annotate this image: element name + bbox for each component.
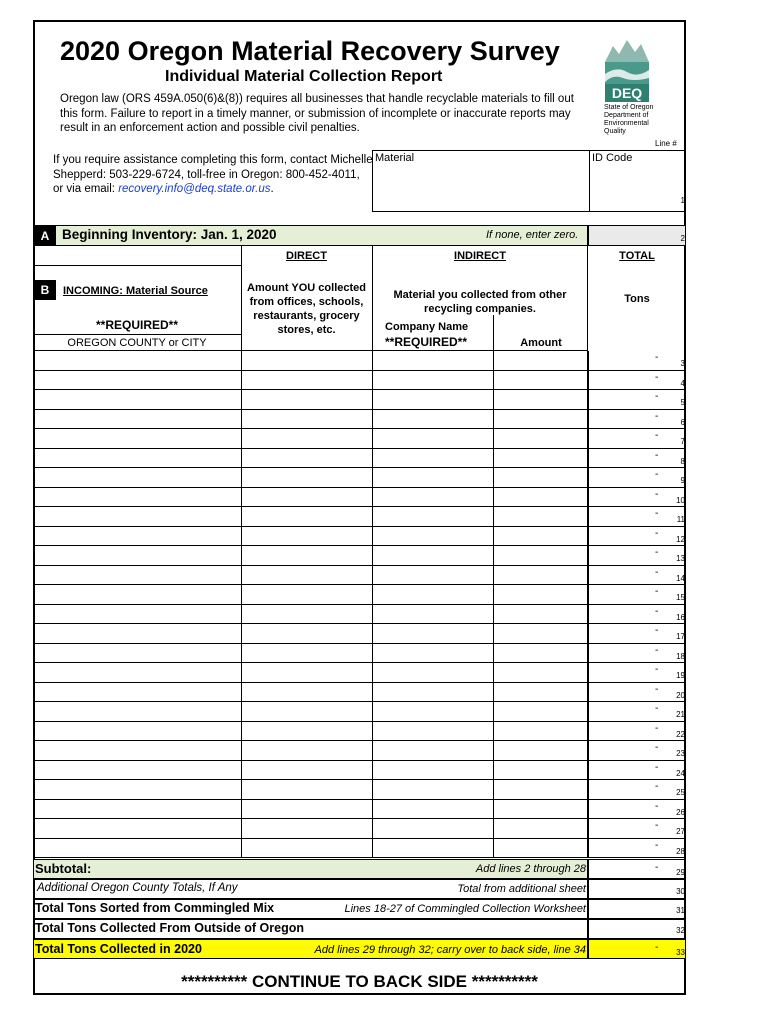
county-input[interactable] — [33, 507, 242, 526]
indirect-amount-input[interactable] — [493, 605, 588, 624]
line-number: 24 — [676, 768, 685, 778]
row-total-value: - — [655, 586, 659, 597]
direct-amount-input[interactable] — [241, 351, 373, 370]
row-total-value: - — [655, 527, 659, 539]
line-number: 16 — [676, 612, 685, 622]
row-total-cell — [588, 761, 686, 781]
direct-amount-input[interactable] — [241, 527, 373, 546]
direct-amount-input[interactable] — [241, 644, 373, 663]
line-number: 26 — [676, 807, 685, 817]
row-total-value: - — [655, 605, 659, 617]
company-name-input[interactable] — [372, 488, 494, 507]
indirect-amount-input[interactable] — [493, 585, 588, 604]
line-number: 33 — [676, 948, 685, 957]
direct-amount-input[interactable] — [241, 429, 373, 448]
indirect-amount-input[interactable] — [493, 702, 588, 721]
row-total-cell — [588, 585, 686, 605]
line-number: 20 — [676, 690, 685, 700]
county-input[interactable] — [33, 605, 242, 624]
direct-amount-input[interactable] — [241, 566, 373, 585]
indirect-header: INDIRECT — [454, 250, 506, 262]
indirect-amount-input[interactable] — [493, 351, 588, 370]
county-input[interactable] — [33, 819, 242, 838]
direct-description: Amount YOU collected from offices, schools, restaurants, grocery stores, etc. — [247, 282, 366, 336]
company-name-input[interactable] — [372, 507, 494, 526]
county-input[interactable] — [33, 644, 242, 663]
table-row — [33, 683, 588, 703]
company-required-label: **REQUIRED** — [385, 335, 468, 349]
company-name-input[interactable] — [372, 839, 494, 858]
row-total-value: - — [655, 547, 659, 558]
indirect-amount-input[interactable] — [493, 429, 588, 448]
line-number: 7 — [680, 437, 685, 446]
indirect-amount-input[interactable] — [493, 449, 588, 468]
outside-oregon-input[interactable] — [588, 919, 686, 939]
beginning-inventory-note: If none, enter zero. — [486, 229, 579, 241]
company-name-input[interactable] — [372, 410, 494, 429]
total-collected-value: - — [655, 942, 659, 953]
table-row — [33, 410, 588, 430]
additional-totals-input[interactable] — [588, 879, 686, 899]
section-b-badge: B — [34, 280, 56, 300]
page-subtitle: Individual Material Collection Report — [165, 68, 443, 85]
table-row — [33, 351, 588, 371]
total-header: TOTAL — [619, 250, 655, 262]
indirect-amount-input[interactable] — [493, 780, 588, 799]
direct-amount-input[interactable] — [241, 488, 373, 507]
line-number: 9 — [680, 476, 685, 485]
total-collected-note: Add lines 29 through 32; carry over to back side, line 34 — [314, 944, 586, 956]
row-total-value: - — [655, 488, 659, 500]
table-row — [33, 761, 588, 781]
indirect-amount-input[interactable] — [493, 761, 588, 780]
direct-amount-input[interactable] — [241, 839, 373, 858]
total-collected-label: Total Tons Collected in 2020 — [35, 942, 202, 956]
row-total-cell — [588, 410, 686, 430]
company-name-input[interactable] — [372, 683, 494, 702]
indirect-amount-input[interactable] — [493, 644, 588, 663]
county-input[interactable] — [33, 390, 242, 409]
table-row — [33, 819, 588, 839]
table-row — [33, 722, 588, 742]
company-name-input[interactable] — [372, 429, 494, 448]
company-name-input[interactable] — [372, 371, 494, 390]
table-row — [33, 800, 588, 820]
line-number: 23 — [676, 749, 685, 758]
company-name-input[interactable] — [372, 390, 494, 409]
row-total-cell — [588, 702, 686, 722]
line-number: 25 — [676, 788, 685, 797]
company-name-label: Company Name — [385, 321, 469, 333]
direct-amount-input[interactable] — [241, 702, 373, 721]
id-code-label: ID Code — [592, 152, 633, 164]
row-total-cell — [588, 683, 686, 703]
table-row — [33, 702, 588, 722]
continue-notice: ********** CONTINUE TO BACK SIDE ********** — [181, 972, 538, 991]
county-input[interactable] — [33, 702, 242, 721]
company-name-input[interactable] — [372, 702, 494, 721]
row-total-cell — [588, 566, 686, 586]
county-input[interactable] — [33, 410, 242, 429]
indirect-amount-input[interactable] — [493, 507, 588, 526]
company-name-input[interactable] — [372, 663, 494, 682]
indirect-amount-input[interactable] — [493, 800, 588, 819]
table-row — [33, 449, 588, 469]
table-row — [33, 390, 588, 410]
indirect-amount-input[interactable] — [493, 371, 588, 390]
page-title: 2020 Oregon Material Recovery Survey — [60, 36, 560, 66]
direct-amount-input[interactable] — [241, 722, 373, 741]
indirect-amount-input[interactable] — [493, 624, 588, 643]
line-number: 28 — [676, 846, 685, 856]
line-number: 15 — [676, 593, 685, 602]
indirect-amount-input[interactable] — [493, 527, 588, 546]
table-row — [33, 605, 588, 625]
direct-amount-input[interactable] — [241, 468, 373, 487]
direct-amount-input[interactable] — [241, 761, 373, 780]
county-input[interactable] — [33, 488, 242, 507]
county-column-header: OREGON COUNTY or CITY — [67, 337, 207, 349]
indirect-amount-input[interactable] — [493, 663, 588, 682]
company-name-input[interactable] — [372, 741, 494, 760]
logo-text: DEQ — [611, 85, 643, 101]
direct-amount-input[interactable] — [241, 410, 373, 429]
direct-amount-input[interactable] — [241, 371, 373, 390]
row-total-value: - — [655, 449, 659, 461]
line-number: 27 — [676, 827, 685, 836]
email-link[interactable]: recovery.info@deq.state.or.us — [118, 183, 271, 195]
row-total-value: - — [655, 820, 659, 831]
assistance-text: If you require assistance completing this form, contact Michelle Shepperd: 503-229-6724, toll-free in Oregon: 800-452-4011, or via email: recovery.info@deq.state.or.us. — [53, 154, 373, 195]
company-name-input[interactable] — [372, 351, 494, 370]
line-number: 19 — [676, 671, 685, 680]
subtotal-label: Subtotal: — [35, 861, 92, 876]
deq-logo-icon — [603, 32, 651, 102]
indirect-amount-input[interactable] — [493, 722, 588, 741]
row-total-value: - — [655, 430, 659, 441]
indirect-amount-input[interactable] — [493, 683, 588, 702]
subtotal-value: - — [655, 862, 659, 873]
row-total-value: - — [655, 664, 659, 675]
sorted-commingled-input[interactable] — [588, 899, 686, 919]
additional-totals-label: Additional Oregon County Totals, If Any — [37, 882, 238, 894]
id-code-field[interactable] — [589, 150, 686, 212]
agency-name: State of Oregon Department of Environmental Quality — [604, 104, 654, 135]
direct-amount-input[interactable] — [241, 624, 373, 643]
sorted-commingled-label: Total Tons Sorted from Commingled Mix — [35, 901, 275, 915]
row-total-cell — [588, 507, 686, 527]
table-row — [33, 371, 588, 391]
row-total-value: - — [655, 508, 659, 519]
total-collected-value-cell — [588, 939, 686, 959]
beginning-inventory-label: Beginning Inventory: Jan. 1, 2020 — [62, 227, 277, 242]
direct-amount-input[interactable] — [241, 449, 373, 468]
row-total-value: - — [655, 625, 659, 636]
county-input[interactable] — [33, 683, 242, 702]
county-required-label: **REQUIRED** — [95, 318, 179, 332]
table-row — [33, 468, 588, 488]
row-total-cell — [588, 624, 686, 644]
row-total-value: - — [655, 722, 659, 734]
row-total-cell — [588, 663, 686, 683]
table-row — [33, 624, 588, 644]
row-total-value: - — [655, 703, 659, 714]
deq-logo — [603, 32, 651, 107]
row-total-cell — [588, 819, 686, 839]
company-name-input[interactable] — [372, 449, 494, 468]
line-number: 18 — [676, 651, 685, 661]
row-total-cell — [588, 488, 686, 508]
row-total-value: - — [655, 566, 659, 578]
table-row — [33, 585, 588, 605]
line-number: 4 — [680, 378, 685, 388]
direct-amount-input[interactable] — [241, 819, 373, 838]
table-row — [33, 527, 588, 547]
subtotal-note: Add lines 2 through 28 — [475, 863, 586, 875]
county-input[interactable] — [33, 371, 242, 390]
company-name-input[interactable] — [372, 780, 494, 799]
amount-column-header: Amount — [520, 337, 562, 349]
county-input[interactable] — [33, 527, 242, 546]
row-total-value: - — [655, 371, 659, 383]
line-number: 29 — [676, 868, 685, 877]
row-total-cell — [588, 605, 686, 625]
line-number: 8 — [680, 456, 685, 466]
row-total-cell — [588, 839, 686, 859]
row-total-cell — [588, 527, 686, 547]
row-total-cell — [588, 800, 686, 820]
indirect-amount-input[interactable] — [493, 468, 588, 487]
law-notice: Oregon law (ORS 459A.050(6)&(8)) requires all businesses that handle recyclable materials to fill out this form. Failure to report in a timely manner, or submission of incomplete or inaccurate reports may result in an enforcement action and possible civil penalties. — [60, 93, 574, 134]
county-input[interactable] — [33, 449, 242, 468]
direct-amount-input[interactable] — [241, 390, 373, 409]
county-input[interactable] — [33, 800, 242, 819]
subtotal-value-cell — [588, 859, 686, 879]
line-number: 21 — [676, 710, 685, 719]
county-input[interactable] — [33, 780, 242, 799]
direct-amount-input[interactable] — [241, 683, 373, 702]
row-total-cell — [588, 449, 686, 469]
line-number: 31 — [676, 906, 685, 915]
company-name-input[interactable] — [372, 761, 494, 780]
table-row — [33, 663, 588, 683]
row-total-cell — [588, 468, 686, 488]
county-input[interactable] — [33, 663, 242, 682]
line-number: 10 — [676, 495, 685, 505]
row-total-value: - — [655, 742, 659, 753]
direct-amount-input[interactable] — [241, 546, 373, 565]
county-input[interactable] — [33, 351, 242, 370]
company-name-input[interactable] — [372, 546, 494, 565]
additional-totals-note: Total from additional sheet — [457, 883, 586, 895]
row-total-value: - — [655, 683, 659, 695]
county-input[interactable] — [33, 585, 242, 604]
row-total-cell — [588, 546, 686, 566]
row-total-cell — [588, 429, 686, 449]
line-number: 1 — [680, 196, 685, 205]
table-row — [33, 644, 588, 664]
line-number-header: Line # — [655, 139, 677, 148]
line-number: 6 — [680, 417, 685, 427]
indirect-amount-input[interactable] — [493, 839, 588, 858]
direct-amount-input[interactable] — [241, 800, 373, 819]
county-input[interactable] — [33, 566, 242, 585]
direct-header: DIRECT — [286, 250, 327, 262]
line-number: 32 — [676, 926, 685, 935]
table-row — [33, 507, 588, 527]
county-input[interactable] — [33, 741, 242, 760]
direct-amount-input[interactable] — [241, 780, 373, 799]
row-total-value: - — [655, 839, 659, 851]
row-total-value: - — [655, 800, 659, 812]
row-total-value: - — [655, 469, 659, 480]
county-input[interactable] — [33, 839, 242, 858]
row-total-cell — [588, 722, 686, 742]
row-total-cell — [588, 351, 686, 371]
row-total-cell — [588, 371, 686, 391]
line-number: 17 — [676, 632, 685, 641]
row-total-value: - — [655, 391, 659, 402]
row-total-value: - — [655, 352, 659, 363]
line-number: 3 — [680, 359, 685, 368]
line-number: 11 — [676, 515, 685, 524]
direct-amount-input[interactable] — [241, 741, 373, 760]
line-number: 14 — [676, 573, 685, 583]
company-name-input[interactable] — [372, 468, 494, 487]
table-row — [33, 780, 588, 800]
county-input[interactable] — [33, 429, 242, 448]
company-name-input[interactable] — [372, 800, 494, 819]
indirect-amount-input[interactable] — [493, 488, 588, 507]
county-input[interactable] — [33, 624, 242, 643]
company-name-input[interactable] — [372, 722, 494, 741]
tons-label: Tons — [624, 293, 650, 305]
table-row — [33, 839, 588, 859]
section-a-badge: A — [34, 226, 56, 246]
line-number: 5 — [680, 398, 685, 407]
line-number: 2 — [680, 234, 685, 243]
table-row — [33, 741, 588, 761]
indirect-amount-input[interactable] — [493, 410, 588, 429]
row-total-value: - — [655, 781, 659, 792]
county-input[interactable] — [33, 546, 242, 565]
line-number: 22 — [676, 729, 685, 739]
material-label: Material — [375, 152, 415, 164]
table-row — [33, 546, 588, 566]
beginning-inventory-input[interactable] — [588, 225, 686, 246]
table-row — [33, 429, 588, 449]
outside-oregon-label: Total Tons Collected From Outside of Oregon — [35, 921, 304, 935]
row-total-value: - — [655, 761, 659, 773]
company-name-input[interactable] — [372, 585, 494, 604]
indirect-amount-input[interactable] — [493, 566, 588, 585]
line-number: 12 — [676, 534, 685, 544]
company-name-input[interactable] — [372, 819, 494, 838]
indirect-amount-input[interactable] — [493, 819, 588, 838]
company-name-input[interactable] — [372, 624, 494, 643]
row-total-cell — [588, 390, 686, 410]
direct-amount-input[interactable] — [241, 663, 373, 682]
county-input[interactable] — [33, 761, 242, 780]
company-name-input[interactable] — [372, 527, 494, 546]
direct-amount-input[interactable] — [241, 605, 373, 624]
row-total-cell — [588, 741, 686, 761]
row-total-value: - — [655, 644, 659, 656]
row-total-cell — [588, 644, 686, 664]
line-number: 30 — [676, 887, 685, 896]
material-field[interactable] — [372, 150, 590, 212]
company-name-input[interactable] — [372, 605, 494, 624]
row-total-cell — [588, 780, 686, 800]
direct-amount-input[interactable] — [241, 585, 373, 604]
county-input[interactable] — [33, 468, 242, 487]
company-name-input[interactable] — [372, 566, 494, 585]
row-total-value: - — [655, 410, 659, 422]
table-row — [33, 566, 588, 586]
table-row — [33, 488, 588, 508]
indirect-amount-input[interactable] — [493, 390, 588, 409]
company-name-input[interactable] — [372, 644, 494, 663]
indirect-amount-input[interactable] — [493, 741, 588, 760]
line-number: 13 — [676, 554, 685, 563]
indirect-description: Material you collected from other recycling companies. — [393, 289, 567, 315]
direct-amount-input[interactable] — [241, 507, 373, 526]
sorted-commingled-note: Lines 18-27 of Commingled Collection Worksheet — [344, 903, 586, 915]
county-input[interactable] — [33, 722, 242, 741]
indirect-amount-input[interactable] — [493, 546, 588, 565]
material-source-label: INCOMING: Material Source — [63, 285, 208, 297]
